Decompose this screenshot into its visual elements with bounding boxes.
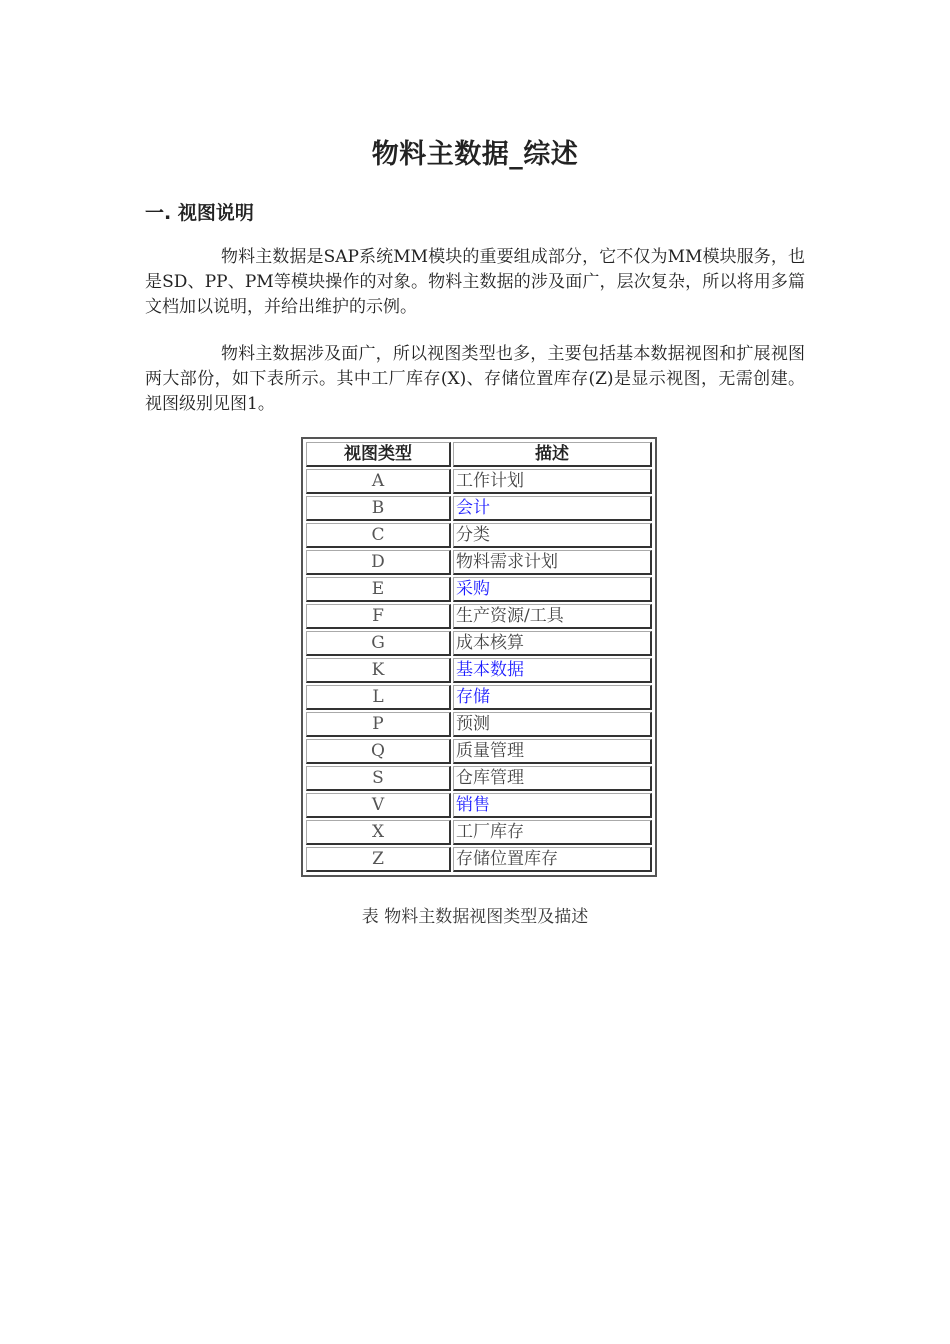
view-description: 工作计划 [453, 469, 652, 494]
section-heading: 一. 视图说明 [145, 202, 254, 224]
view-type-code: Z [306, 847, 451, 872]
view-description-link[interactable]: 存储 [453, 685, 652, 710]
view-description: 质量管理 [453, 739, 652, 764]
view-type-code: G [306, 631, 451, 656]
column-header-view-type: 视图类型 [306, 442, 451, 467]
view-type-code: E [306, 577, 451, 602]
table-row [306, 685, 652, 710]
table-row [306, 523, 652, 548]
view-type-code: A [306, 469, 451, 494]
view-description: 仓库管理 [453, 766, 652, 791]
view-description-link[interactable]: 销售 [453, 793, 652, 818]
table-body [306, 469, 652, 872]
view-type-code: V [306, 793, 451, 818]
view-type-code: K [306, 658, 451, 683]
views-paragraph: 物料主数据涉及面广，所以视图类型也多，主要包括基本数据视图和扩展视图两大部份，如下表所示。其中工厂库存(X)、存储位置库存(Z)是显示视图，无需创建。视图级别见图1。 [145, 344, 805, 414]
view-type-code: P [306, 712, 451, 737]
view-type-code: X [306, 820, 451, 845]
view-type-code: L [306, 685, 451, 710]
view-description: 工厂库存 [453, 820, 652, 845]
table-row [306, 766, 652, 791]
view-type-code: S [306, 766, 451, 791]
view-type-code: B [306, 496, 451, 521]
table-row [306, 550, 652, 575]
table-row [306, 658, 652, 683]
view-description-link[interactable]: 采购 [453, 577, 652, 602]
view-types-table [304, 440, 654, 874]
view-type-code: F [306, 604, 451, 629]
table-row [306, 793, 652, 818]
view-description: 分类 [453, 523, 652, 548]
table-row [306, 847, 652, 872]
table-row [306, 604, 652, 629]
table-row [306, 820, 652, 845]
table-header-row [306, 442, 652, 467]
intro-paragraph: 物料主数据是SAP系统MM模块的重要组成部分，它不仅为MM模块服务，也是SD、PP、PM等模块操作的对象。物料主数据的涉及面广，层次复杂，所以将用多篇文档加以说明，并给出维护的示例。 [145, 247, 805, 317]
table-row [306, 496, 652, 521]
view-type-code: Q [306, 739, 451, 764]
view-description: 成本核算 [453, 631, 652, 656]
table-row [306, 712, 652, 737]
view-type-code: C [306, 523, 451, 548]
table-row [306, 631, 652, 656]
column-header-description: 描述 [453, 442, 652, 467]
page-title: 物料主数据_综述 [371, 139, 579, 170]
view-description: 生产资源/工具 [453, 604, 652, 629]
view-types-table-frame [301, 437, 657, 877]
table-row [306, 739, 652, 764]
table-row [306, 577, 652, 602]
view-description-link[interactable]: 基本数据 [453, 658, 652, 683]
table-row [306, 469, 652, 494]
view-description: 预测 [453, 712, 652, 737]
table-caption: 表 物料主数据视图类型及描述 [361, 907, 589, 927]
view-type-code: D [306, 550, 451, 575]
view-description: 存储位置库存 [453, 847, 652, 872]
view-description-link[interactable]: 会计 [453, 496, 652, 521]
view-description: 物料需求计划 [453, 550, 652, 575]
